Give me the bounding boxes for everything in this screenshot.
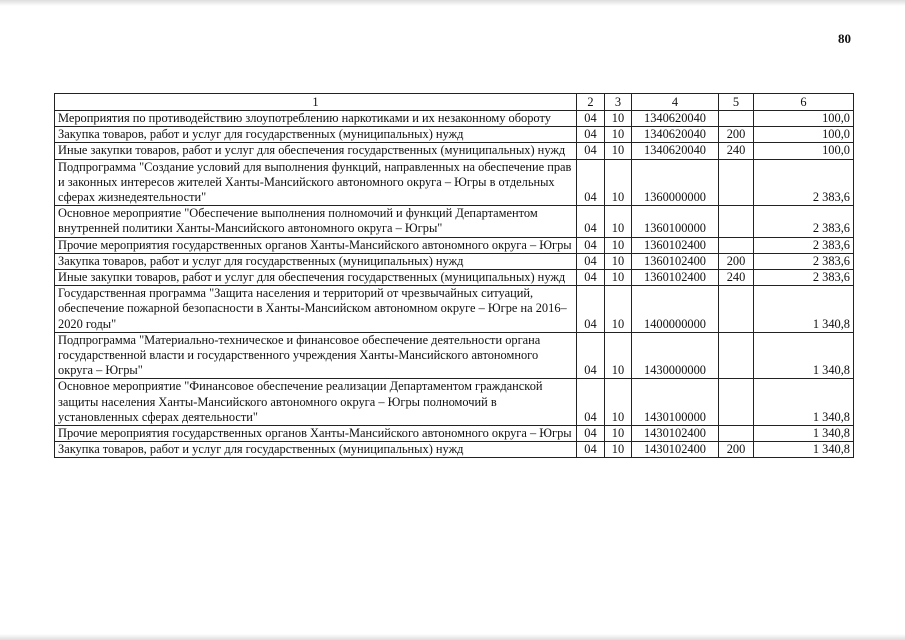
row-section: 04: [577, 159, 605, 206]
row-target-article: 1340620040: [632, 111, 719, 127]
table-header-row: [55, 94, 854, 111]
row-name: Государственная программа "Защита населения и территорий от чрезвычайных ситуаций, обеспечение пожарной безопасности в Ханты-Мансийском автономном округе – Югре на 2016–2020 годы": [55, 286, 577, 333]
row-amount: 1 340,8: [754, 332, 854, 379]
row-subsection: 10: [605, 253, 632, 269]
row-subsection: 10: [605, 206, 632, 237]
table-row: [55, 206, 854, 237]
column-header: 3: [605, 94, 632, 111]
row-section: 04: [577, 426, 605, 442]
row-name: Закупка товаров, работ и услуг для государственных (муниципальных) нужд: [55, 127, 577, 143]
row-subsection: 10: [605, 379, 632, 426]
row-expense-type: [719, 237, 754, 253]
row-name: Подпрограмма "Создание условий для выполнения функций, направленных на обеспечение прав и законных интересов жителей Ханты-Мансийского автономного округа – Югры в отдельных сферах жизнедеятельности": [55, 159, 577, 206]
table-row: [55, 127, 854, 143]
row-amount: 100,0: [754, 143, 854, 159]
row-target-article: 1430000000: [632, 332, 719, 379]
table-row: [55, 379, 854, 426]
page-number: 80: [838, 31, 851, 46]
row-subsection: 10: [605, 270, 632, 286]
row-subsection: 10: [605, 442, 632, 458]
row-section: 04: [577, 206, 605, 237]
row-expense-type: 240: [719, 143, 754, 159]
row-section: 04: [577, 270, 605, 286]
row-section: 04: [577, 237, 605, 253]
row-subsection: 10: [605, 127, 632, 143]
row-name: Основное мероприятие "Финансовое обеспечение реализации Департаментом гражданской защиты населения Ханты-Мансийского автономного округа – Югры полномочий в установленных сферах деятельности": [55, 379, 577, 426]
row-section: 04: [577, 253, 605, 269]
row-target-article: 1360102400: [632, 237, 719, 253]
row-target-article: 1360102400: [632, 270, 719, 286]
row-name: Подпрограмма "Материально-техническое и финансовое обеспечение деятельности органа государственной власти и государственного учреждения Ханты-Мансийского автономного округа – Югры": [55, 332, 577, 379]
row-name: Мероприятия по противодействию злоупотреблению наркотиками и их незаконному обороту: [55, 111, 577, 127]
scan-edge-bottom: [0, 634, 905, 640]
row-expense-type: [719, 332, 754, 379]
row-target-article: 1430102400: [632, 426, 719, 442]
table-row: [55, 111, 854, 127]
row-target-article: 1340620040: [632, 127, 719, 143]
table-row: [55, 426, 854, 442]
column-header: 5: [719, 94, 754, 111]
budget-table: [54, 93, 854, 458]
row-amount: 1 340,8: [754, 426, 854, 442]
row-target-article: 1360000000: [632, 159, 719, 206]
row-amount: 2 383,6: [754, 253, 854, 269]
row-subsection: 10: [605, 159, 632, 206]
row-target-article: 1360100000: [632, 206, 719, 237]
row-amount: 2 383,6: [754, 237, 854, 253]
row-amount: 1 340,8: [754, 286, 854, 333]
row-subsection: 10: [605, 426, 632, 442]
row-target-article: 1340620040: [632, 143, 719, 159]
table-row: [55, 442, 854, 458]
row-name: Прочие мероприятия государственных органов Ханты-Мансийского автономного округа – Югры: [55, 237, 577, 253]
row-name: Закупка товаров, работ и услуг для государственных (муниципальных) нужд: [55, 253, 577, 269]
table-row: [55, 270, 854, 286]
scan-edge-top: [0, 0, 905, 6]
row-subsection: 10: [605, 332, 632, 379]
row-amount: 1 340,8: [754, 442, 854, 458]
row-expense-type: [719, 286, 754, 333]
row-expense-type: [719, 111, 754, 127]
row-section: 04: [577, 286, 605, 333]
row-target-article: 1430102400: [632, 442, 719, 458]
row-expense-type: 240: [719, 270, 754, 286]
row-amount: 100,0: [754, 127, 854, 143]
row-section: 04: [577, 143, 605, 159]
row-amount: 100,0: [754, 111, 854, 127]
row-expense-type: [719, 379, 754, 426]
row-name: Основное мероприятие "Обеспечение выполнения полномочий и функций Департаментом внутренней политики Ханты-Мансийского автономного округа – Югры": [55, 206, 577, 237]
row-section: 04: [577, 332, 605, 379]
row-target-article: 1400000000: [632, 286, 719, 333]
row-name: Прочие мероприятия государственных органов Ханты-Мансийского автономного округа – Югры: [55, 426, 577, 442]
row-amount: 2 383,6: [754, 270, 854, 286]
row-expense-type: 200: [719, 253, 754, 269]
column-header: 4: [632, 94, 719, 111]
row-section: 04: [577, 442, 605, 458]
table-row: [55, 237, 854, 253]
table-row: [55, 143, 854, 159]
column-header: 1: [55, 94, 577, 111]
row-target-article: 1360102400: [632, 253, 719, 269]
row-subsection: 10: [605, 111, 632, 127]
row-section: 04: [577, 379, 605, 426]
row-expense-type: 200: [719, 127, 754, 143]
row-section: 04: [577, 111, 605, 127]
row-amount: 1 340,8: [754, 379, 854, 426]
row-subsection: 10: [605, 286, 632, 333]
row-name: Иные закупки товаров, работ и услуг для обеспечения государственных (муниципальных) нужд: [55, 270, 577, 286]
row-amount: 2 383,6: [754, 206, 854, 237]
row-name: Закупка товаров, работ и услуг для государственных (муниципальных) нужд: [55, 442, 577, 458]
table-row: [55, 332, 854, 379]
row-expense-type: 200: [719, 442, 754, 458]
row-name: Иные закупки товаров, работ и услуг для обеспечения государственных (муниципальных) нужд: [55, 143, 577, 159]
row-subsection: 10: [605, 143, 632, 159]
row-expense-type: [719, 206, 754, 237]
row-section: 04: [577, 127, 605, 143]
table-body: [55, 111, 854, 458]
row-target-article: 1430100000: [632, 379, 719, 426]
column-header: 2: [577, 94, 605, 111]
row-expense-type: [719, 426, 754, 442]
table-row: [55, 286, 854, 333]
row-expense-type: [719, 159, 754, 206]
row-subsection: 10: [605, 237, 632, 253]
column-header: 6: [754, 94, 854, 111]
row-amount: 2 383,6: [754, 159, 854, 206]
table-row: [55, 253, 854, 269]
table-row: [55, 159, 854, 206]
